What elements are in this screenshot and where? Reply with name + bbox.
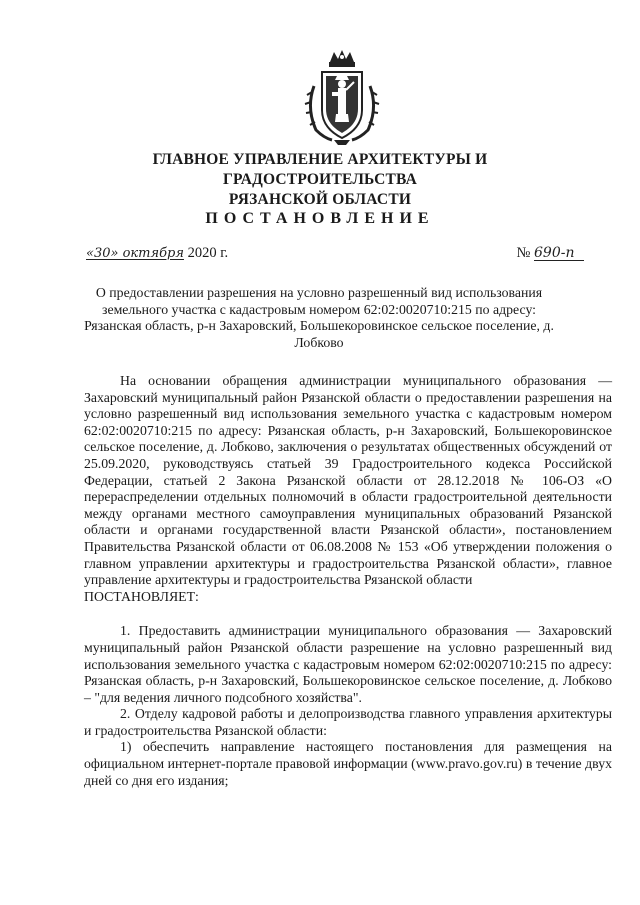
document-number bbox=[517, 245, 584, 262]
handwritten-date: «30» октября bbox=[86, 246, 184, 261]
item-1-paragraph: 1. Предоставить администрации муниципального образования — Захаровский муниципальный район Рязанской области разрешение на условно разрешенный вид использования земельного участка с кадастровым номером 62:02:0020710:215 по адресу: Рязанская область, р-н Захаровский, Большекоровинское сельское поселение, д. Лобково – "для ведения личного подсобного хозяйства". bbox=[84, 623, 612, 705]
document-subject: О предоставлении разрешения на условно разрешенный вид использования земельного участка с кадастровым номером 62:02:0020710:215 по адресу: Рязанская область, р-н Захаровский, Большекоровинское сельское поселение, д. Лобково bbox=[84, 285, 554, 350]
decree-word: ПОСТАНОВЛЯЕТ: bbox=[84, 588, 199, 604]
organization-name bbox=[60, 150, 580, 210]
coat-of-arms-icon bbox=[302, 48, 382, 146]
document-date bbox=[86, 245, 228, 262]
handwritten-number: 690-п bbox=[534, 246, 584, 261]
preamble-paragraph: На основании обращения администрации муниципального образования — Захаровский муниципальный район Рязанской области о предоставлении разрешения на условно разрешенный вид использования земельного участка с кадастровым номером 62:02:0020710:215 по адресу: Рязанская область, р-н Захаровский, Большекоровинское сельское поселение, д. Лобково, заключения о результатах общественных обсуждений от 25.09.2020, руководствуясь статьей 39 Градостроительного кодекса Российской Федерации, статьей 2 Закона Рязанской области от 28.12.2018 № 106-ОЗ «О перераспределении отдельных полномочий в области градостроительной деятельности между органами местного самоуправления муниципальных образований Рязанской области и органами государственной власти Рязанской области», постановлением Правительства Рязанской области от 06.08.2008 № 153 «Об утверждении положения о главном управлении архитектуры и градостроительства Рязанской области», главное управление архитектуры и градостроительства Рязанской области bbox=[84, 373, 612, 588]
item-2-paragraph: 2. Отделу кадровой работы и делопроизводства главного управления архитектуры и градостроительства Рязанской области: bbox=[84, 706, 612, 738]
number-prefix: № bbox=[516, 245, 531, 261]
date-year: 2020 г. bbox=[187, 245, 229, 261]
document-title: ПОСТАНОВЛЕНИЕ bbox=[205, 210, 435, 227]
organization-line-1: ГЛАВНОЕ УПРАВЛЕНИЕ АРХИТЕКТУРЫ И ГРАДОСТРОИТЕЛЬСТВА bbox=[152, 151, 488, 188]
document-body bbox=[84, 373, 612, 789]
organization-line-2: РЯЗАНСКОЙ ОБЛАСТИ bbox=[228, 191, 412, 208]
item-2-1-paragraph: 1) обеспечить направление настоящего постановления для размещения на официальном интернет-портале правовой информации (www.pravo.gov.ru) в течение двух дней со дня его издания; bbox=[84, 739, 612, 788]
